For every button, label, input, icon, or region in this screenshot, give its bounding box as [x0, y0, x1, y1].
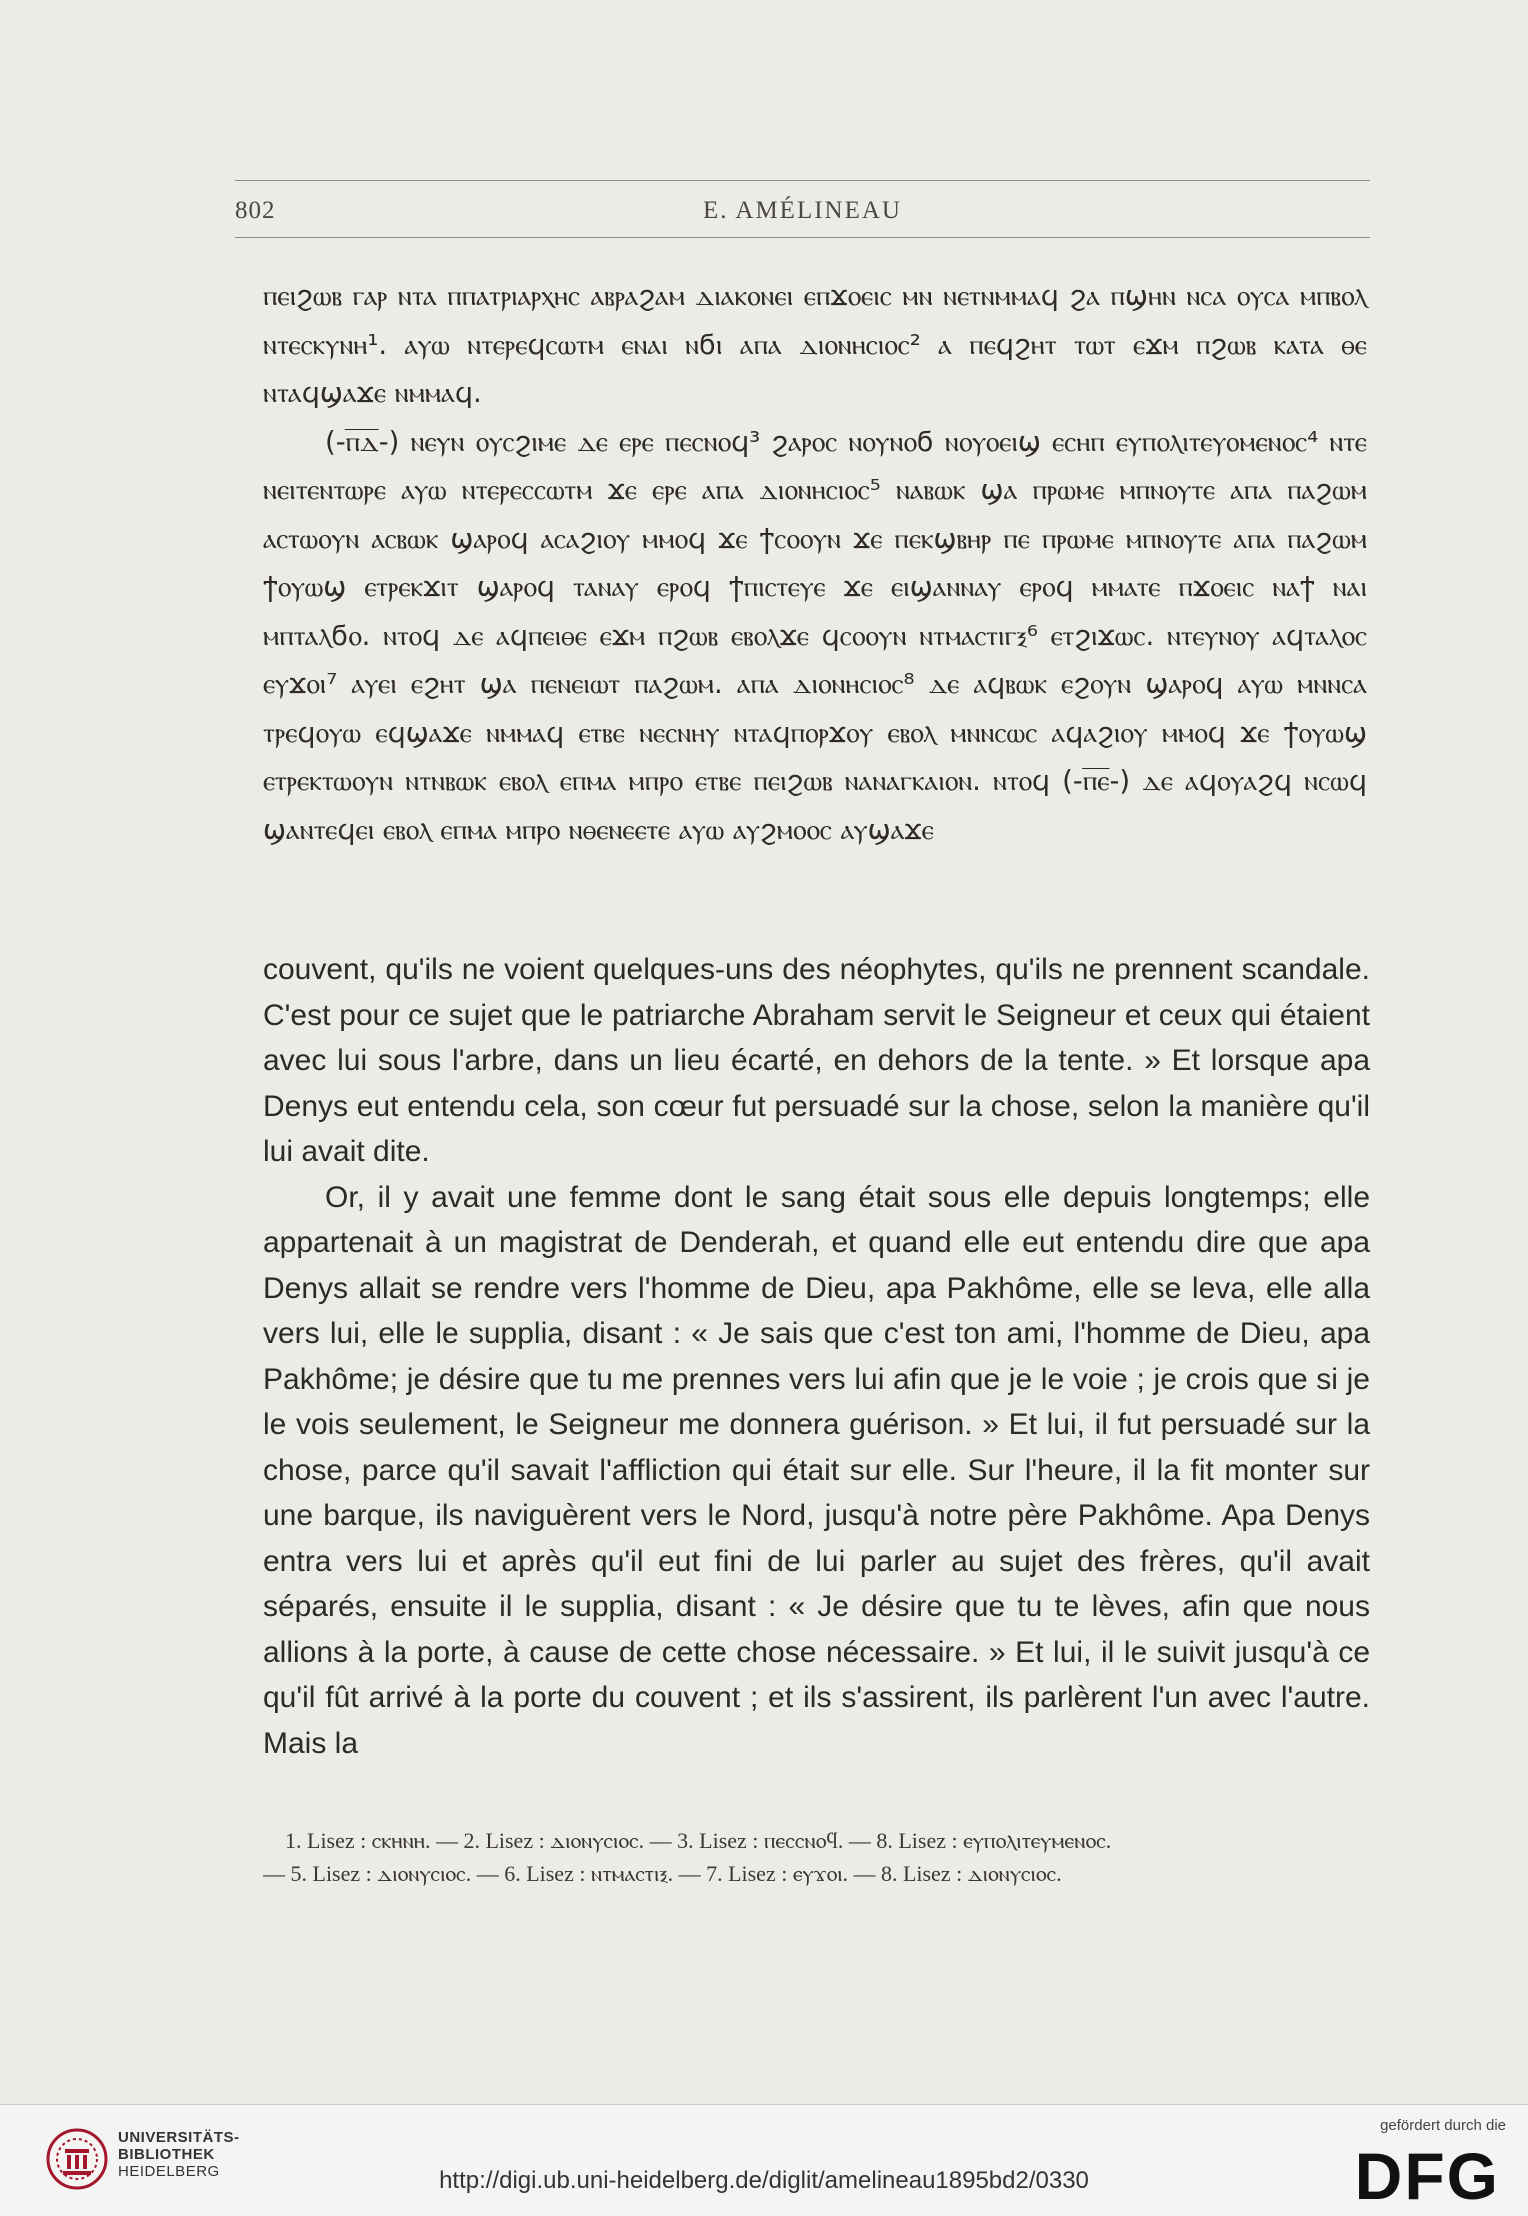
page-number: 802: [235, 197, 276, 224]
coptic-paragraph-2: (-ⲡ̅ⲇ̅-) ⲛⲉⲩⲛ ⲟⲩⲥϩⲓⲙⲉ ⲇⲉ ⲉⲣⲉ ⲡⲉⲥⲛⲟϥ³ ϩⲁⲣⲟⲥ ⲛⲟⲩⲛⲟϭ ⲛⲟⲩⲟⲉⲓϣ ⲉⲥⲏⲡ ⲉⲩⲡⲟⲗⲓⲧⲉⲩⲟⲙⲉⲛⲟⲥ⁴ ⲛⲧⲉ ⲛⲉⲓⲧⲉⲛⲧⲱⲣⲉ ⲁⲩⲱ ⲛⲧⲉⲣⲉⲥⲥⲱⲧⲙ ϫⲉ ⲉⲣⲉ ⲁⲡⲁ ⲇⲓⲟⲛⲏⲥⲓⲟⲥ⁵ ⲛⲁⲃⲱⲕ ϣⲁ ⲡⲣⲱⲙⲉ ⲙⲡⲛⲟⲩⲧⲉ ⲁⲡⲁ ⲡⲁϩⲱⲙ ⲁⲥⲧⲱⲟⲩⲛ ⲁⲥⲃⲱⲕ ϣⲁⲣⲟϥ ⲁⲥⲁϩⲓⲟⲩ ⲙⲙⲟϥ ϫⲉ ϯⲥⲟⲟⲩⲛ ϫⲉ ⲡⲉⲕϣⲃⲏⲣ ⲡⲉ ⲡⲣⲱⲙⲉ ⲙⲡⲛⲟⲩⲧⲉ ⲁⲡⲁ ⲡⲁϩⲱⲙ ϯⲟⲩⲱϣ ⲉⲧⲣⲉⲕϫⲓⲧ ϣⲁⲣⲟϥ ⲧⲁⲛⲁⲩ ⲉⲣⲟϥ ϯⲡⲓⲥⲧⲉⲩⲉ ϫⲉ ⲉⲓϣⲁⲛⲛⲁⲩ ⲉⲣⲟϥ ⲙⲙⲁⲧⲉ ⲡϫⲟⲉⲓⲥ ⲛⲁϯ ⲛⲁⲓ ⲙⲡⲧⲁⲗϭⲟ. ⲛⲧⲟϥ ⲇⲉ ⲁϥⲡⲉⲓⲑⲉ ⲉϫⲙ ⲡϩⲱⲃ ⲉⲃⲟⲗϫⲉ ϥⲥⲟⲟⲩⲛ ⲛⲧⲙⲁⲥⲧⲓⲅⲝ⁶ ⲉⲧϩⲓϫⲱⲥ. ⲛⲧⲉⲩⲛⲟⲩ ⲁϥⲧⲁⲗⲟⲥ ⲉⲩϫⲟⲓ⁷ ⲁⲩⲉⲓ ⲉϩⲏⲧ ϣⲁ ⲡⲉⲛⲉⲓⲱⲧ ⲡⲁϩⲱⲙ. ⲁⲡⲁ ⲇⲓⲟⲛⲏⲥⲓⲟⲥ⁸ ⲇⲉ ⲁϥⲃⲱⲕ ⲉϩⲟⲩⲛ ϣⲁⲣⲟϥ ⲁⲩⲱ ⲙⲛⲛⲥⲁ ⲧⲣⲉϥⲟⲩⲱ ⲉϥϣⲁϫⲉ ⲛⲙⲙⲁϥ ⲉⲧⲃⲉ ⲛⲉⲥⲛⲏⲩ ⲛⲧⲁϥⲡⲟⲣϫⲟⲩ ⲉⲃⲟⲗ ⲙⲛⲛⲥⲱⲥ ⲁϥⲁϩⲓⲟⲩ ⲙⲙⲟϥ ϫⲉ ϯⲟⲩⲱϣ ⲉⲧⲣⲉⲕⲧⲱⲟⲩⲛ ⲛⲧⲛⲃⲱⲕ ⲉⲃⲟⲗ ⲉⲡⲙⲁ ⲙⲡⲣⲟ ⲉⲧⲃⲉ ⲡⲉⲓϩⲱⲃ ⲛⲁⲛⲁⲅⲕⲁⲓⲟⲛ. ⲛⲧⲟϥ (-ⲡ̅ⲉ̅-) ⲇⲉ ⲁϥⲟⲩⲁϩϥ ⲛⲥⲱϥ ϣⲁⲛⲧⲉϥⲉⲓ ⲉⲃⲟⲗ ⲉⲡⲙⲁ ⲙⲡⲣⲟ ⲛⲑⲉⲛⲉⲉⲧⲉ ⲁⲩⲱ ⲁⲩϩⲙⲟⲟⲥ ⲁⲩϣⲁϫⲉ: [263, 425, 1367, 846]
library-name-line-3: HEIDELBERG: [118, 2163, 220, 2180]
dfg-logo[interactable]: DFG: [1354, 2139, 1500, 2213]
footnote-line-2: — 5. Lisez : ⲇⲓⲟⲛⲩⲥⲓⲟⲥ. — 6. Lisez : ⲛⲧⲙⲁⲥⲧⲓⲝ. — 7. Lisez : ⲉⲩϫⲟⲓ. — 8. Lisez : ⲇⲓⲟⲛⲩⲥⲓⲟⲥ.: [263, 1861, 1062, 1886]
top-rule: [235, 180, 1370, 181]
footnotes: [263, 1824, 1370, 1890]
french-paragraph-2: Or, il y avait une femme dont le sang était sous elle depuis longtemps; elle appartenait à un magistrat de Denderah, et quand elle eut entendu dire que apa Denys allait se rendre vers l'homme de Dieu, apa Pakhôme, elle se leva, elle alla vers lui, elle le supplia, disant : « Je sais que c'est ton ami, l'homme de Dieu, apa Pakhôme; je désire que tu me prennes vers lui afin que je le voie ; je crois que si je le vois seulement, le Seigneur me donnera guérison. » Et lui, il fut persuadé sur la chose, parce qu'il savait l'affliction qui était sur elle. Sur l'heure, il la fit monter sur une barque, ils naviguèrent vers le Nord, jusqu'à notre père Pakhôme. Apa Denys entra vers lui et après qu'il eut fini de lui parler au sujet des frères, qu'il avait séparés, ensuite il le supplia, disant : « Je désire que tu te lèves, afin que nous allions à la porte, à cause de cette chose nécessaire. » Et lui, il le suivit jusqu'à ce qu'il fût arrivé à la porte du couvent ; et ils s'assirent, ils parlèrent l'un avec l'autre. Mais la: [263, 1180, 1370, 1760]
digitization-footer: [0, 2104, 1528, 2216]
coptic-paragraph-1: ⲡⲉⲓϩⲱⲃ ⲅⲁⲣ ⲛⲧⲁ ⲡⲡⲁⲧⲣⲓⲁⲣⲭⲏⲥ ⲁⲃⲣⲁϩⲁⲙ ⲇⲓⲁⲕⲟⲛⲉⲓ ⲉⲡϫⲟⲉⲓⲥ ⲙⲛ ⲛⲉⲧⲛⲙⲙⲁϥ ϩⲁ ⲡϣⲏⲛ ⲛⲥⲁ ⲟⲩⲥⲁ ⲙⲡⲃⲟⲗ ⲛⲧⲉⲥⲕⲩⲛⲏ¹. ⲁⲩⲱ ⲛⲧⲉⲣⲉϥⲥⲱⲧⲙ ⲉⲛⲁⲓ ⲛϭⲓ ⲁⲡⲁ ⲇⲓⲟⲛⲏⲥⲓⲟⲥ² ⲁ ⲡⲉϥϩⲏⲧ ⲧⲱⲧ ⲉϫⲙ ⲡϩⲱⲃ ⲕⲁⲧⲁ ⲑⲉ ⲛⲧⲁϥϣⲁϫⲉ ⲛⲙⲙⲁϥ.: [263, 280, 1367, 409]
french-translation-block: [263, 947, 1370, 1766]
permalink-url[interactable]: http://digi.ub.uni-heidelberg.de/diglit/amelineau1895bd2/0330: [439, 2167, 1089, 2194]
library-name-line-1: UNIVERSITÄTS-: [118, 2129, 240, 2146]
funding-credit: gefördert durch die: [1380, 2117, 1506, 2134]
library-name-line-2: BIBLIOTHEK: [118, 2146, 215, 2163]
running-title: E. AMÉLINEAU: [703, 197, 902, 224]
coptic-text-block: [263, 272, 1367, 854]
page-header: [235, 197, 1370, 227]
header-rule: [235, 237, 1370, 238]
footnote-line-1: 1. Lisez : ⲥⲕⲏⲛⲏ. — 2. Lisez : ⲇⲓⲟⲛⲩⲥⲓⲟⲥ. — 3. Lisez : ⲡⲉⲥⲥⲛⲟϥ. — 8. Lisez : ⲉⲩⲡⲟⲗⲓⲧⲉⲩⲙⲉⲛⲟⲥ.: [285, 1828, 1112, 1853]
french-paragraph-1: couvent, qu'ils ne voient quelques-uns des néophytes, qu'ils ne prennent scandale. C'est pour ce sujet que le patriarche Abraham servit le Seigneur et ceux qui étaient avec lui sous l'arbre, dans un lieu écarté, en dehors de la tente. » Et lorsque apa Denys eut entendu cela, son cœur fut persuadé sur la chose, selon la manière qu'il lui avait dite.: [263, 953, 1370, 1168]
